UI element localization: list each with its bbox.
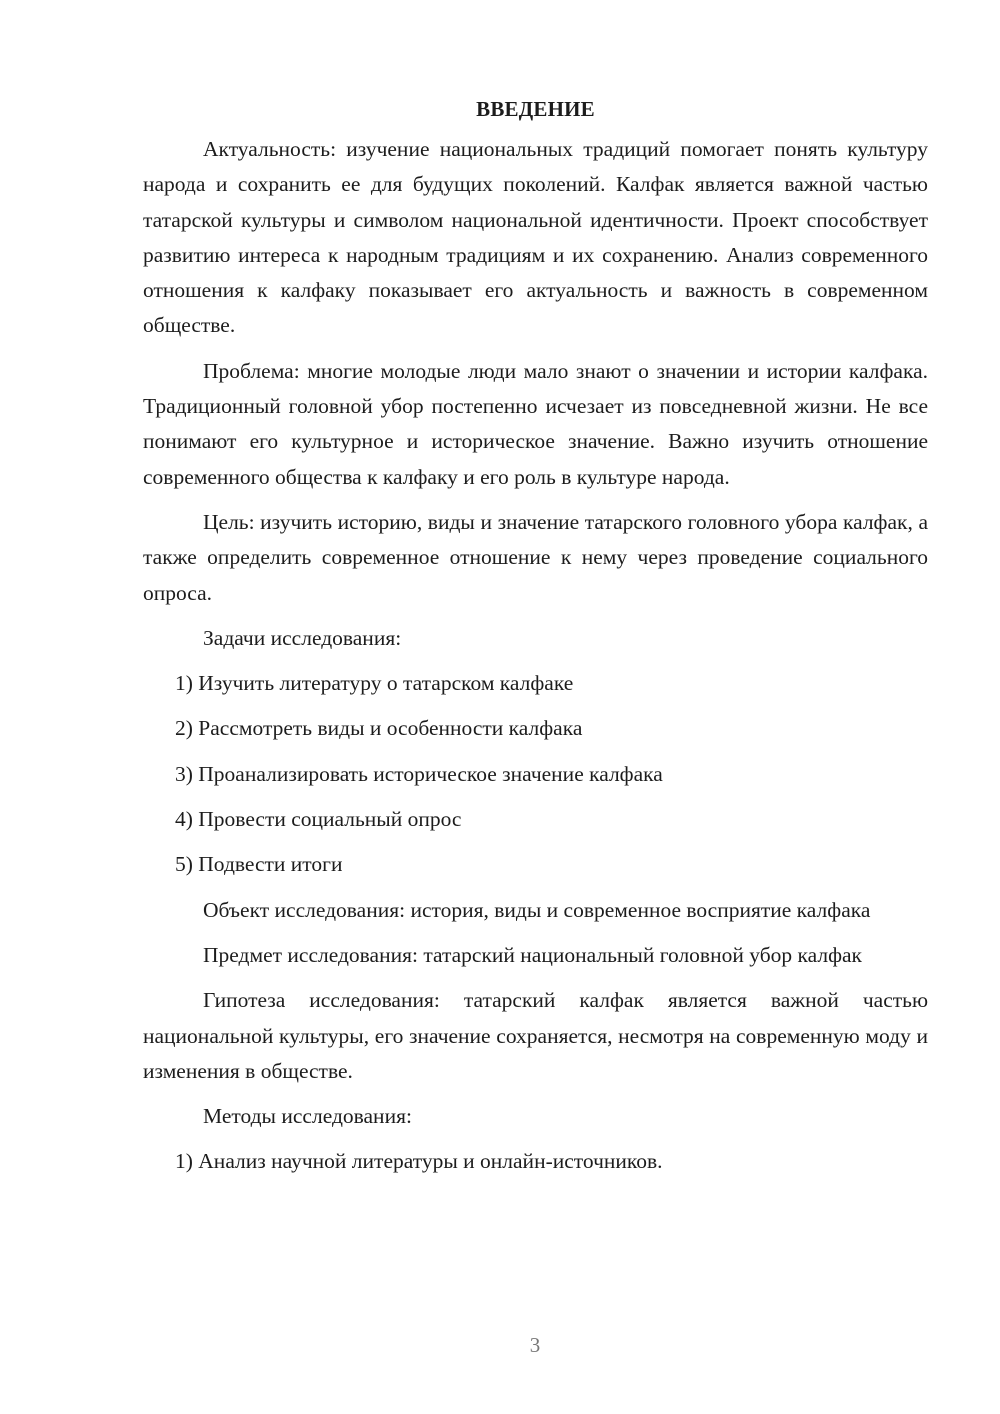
paragraph-hypothesis: Гипотеза исследования: татарский калфак является важной частью национальной культуры, его значение сохраняется, несмотря на современную моду и изменения в обществе.: [143, 988, 928, 1083]
paragraph-subject: Предмет исследования: татарский национальный головной убор калфак: [203, 942, 863, 967]
document-page: [143, 92, 928, 1190]
paragraph-problem: Проблема: многие молодые люди мало знают о значении и истории калфака. Традиционный головной убор постепенно исчезает из повседневной жизни. Не все понимают его культурное и историческое значение. Важно изучить отношение современного общества к калфаку и его роль в культуре народа.: [143, 358, 928, 489]
task-item-4: 4) Провести социальный опрос: [175, 807, 462, 832]
paragraph-relevance: Актуальность: изучение национальных традиций помогает понять культуру народа и сохранить ее для будущих поколений. Калфак является важной частью татарской культуры и символом национальной идентичности. Проект способствует развитию интереса к народным традициям и их сохранению. Анализ современного отношения к калфаку показывает его актуальность и важность в современном обществе.: [143, 137, 928, 338]
task-item-1: 1) Изучить литературу о татарском калфаке: [175, 671, 574, 696]
paragraph-goal: Цель: изучить историю, виды и значение татарского головного убора калфак, а также определить современное отношение к нему через проведение социального опроса.: [143, 509, 928, 605]
method-item-1: 1) Анализ научной литературы и онлайн-источников.: [175, 1149, 663, 1174]
methods-heading: Методы исследования:: [203, 1104, 412, 1129]
page-number: 3: [529, 1333, 541, 1357]
task-item-3: 3) Проанализировать историческое значение калфака: [175, 761, 663, 786]
task-item-2: 2) Рассмотреть виды и особенности калфака: [175, 716, 583, 741]
section-title: ВВЕДЕНИЕ: [476, 97, 595, 121]
paragraph-object: Объект исследования: история, виды и современное восприятие калфака: [203, 897, 871, 922]
tasks-heading: Задачи исследования:: [203, 625, 402, 650]
task-item-5: 5) Подвести итоги: [175, 852, 343, 877]
